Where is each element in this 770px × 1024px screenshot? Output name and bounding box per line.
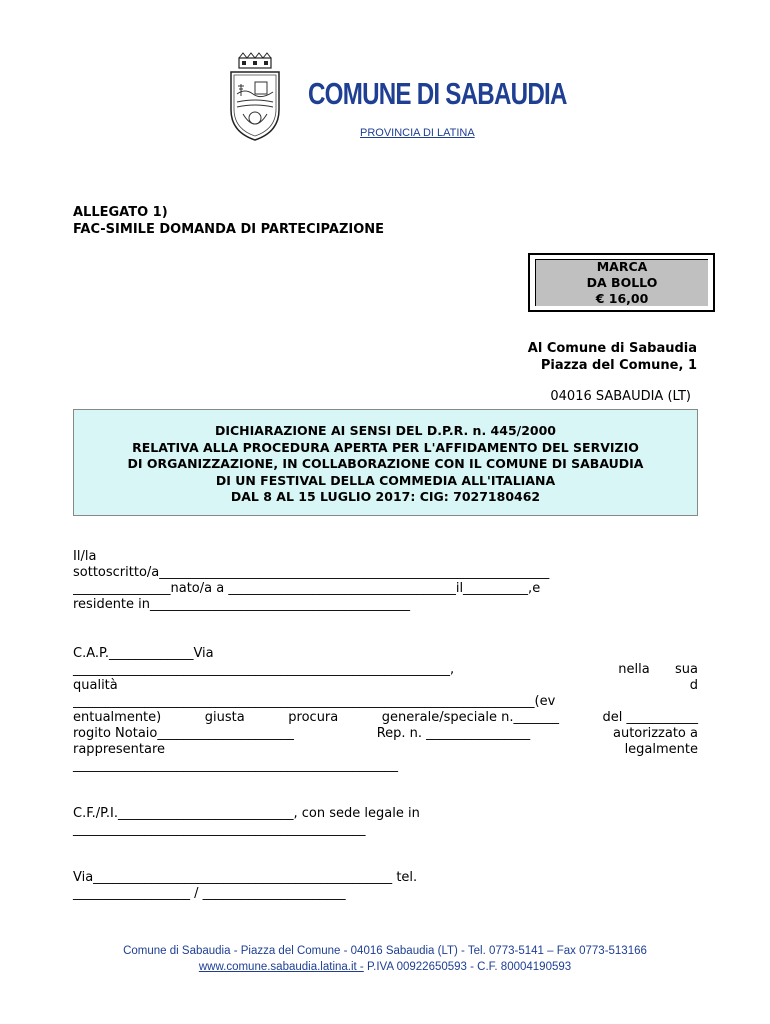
declaration-line-2: RELATIVA ALLA PROCEDURA APERTA PER L'AFFIDAMENTO DEL SERVIZIO xyxy=(132,439,639,455)
declaration-line-1: DICHIARAZIONE AI SENSI DEL D.P.R. n. 445/2000 xyxy=(214,423,557,439)
municipality-name: COMUNE DI SABAUDIA xyxy=(308,76,567,111)
form-field-via-blank[interactable]: __________________________________________________________, xyxy=(73,662,455,677)
form-word-qualita: qualità xyxy=(73,678,118,693)
footer-contacts: Comune di Sabaudia - Piazza del Comune - 04016 Sabaudia (LT) - Tel. 0773-5141 – Fax 0773-513166 xyxy=(123,945,647,957)
declaration-line-5: DAL 8 AL 15 LUGLIO 2017: CIG: 7027180462 xyxy=(230,489,541,505)
form-line-via-tel[interactable]: Via______________________________________________ tel. xyxy=(73,870,418,885)
form-line-rappresentare xyxy=(73,742,698,758)
form-word-procura: procura xyxy=(288,710,339,725)
municipality-crest-logo xyxy=(225,52,285,142)
form-word-eventualmente: entualmente) xyxy=(73,710,162,725)
form-field-procura-number[interactable]: generale/speciale n._______ xyxy=(381,710,559,725)
declaration-line-4: DI UN FESTIVAL DELLA COMMEDIA ALL'ITALIANA xyxy=(215,472,556,488)
form-word-rappresentare: rappresentare xyxy=(73,742,166,757)
form-line-nato[interactable]: _______________nato/a a ___________________________________il__________,e xyxy=(73,581,541,596)
footer-website-link[interactable]: www.comune.sabaudia.latina.it - xyxy=(198,961,364,973)
form-word-legalmente: legalmente xyxy=(624,742,698,757)
annex-title: ALLEGATO 1) xyxy=(73,205,168,220)
annex-subtitle: FAC-SIMILE DOMANDA DI PARTECIPAZIONE xyxy=(73,222,385,237)
form-line-cf-piva[interactable]: C.F./P.I.___________________________, con sede legale in xyxy=(73,806,420,821)
form-line-cap-via[interactable]: C.A.P._____________Via xyxy=(73,646,214,661)
recipient-line-1: Al Comune di Sabaudia xyxy=(527,341,697,356)
stamp-line-2: DA BOLLO xyxy=(586,275,658,290)
form-line-company-blank[interactable]: __________________________________________________ xyxy=(73,758,398,773)
recipient-line-3: 04016 SABAUDIA (LT) xyxy=(550,389,691,404)
form-line-procura xyxy=(73,710,698,726)
form-line-sottoscritto[interactable]: sottoscritto/a____________________________________________________________ xyxy=(73,565,550,580)
form-word-sua: sua xyxy=(675,662,698,677)
footer-line-2 xyxy=(0,961,770,973)
form-word-giusta: giusta xyxy=(204,710,245,725)
stamp-line-3: € 16,00 xyxy=(595,291,649,306)
form-line-qualita xyxy=(73,678,698,694)
recipient-line-2: Piazza del Comune, 1 xyxy=(540,358,697,373)
footer-tax-ids: P.IVA 00922650593 - C.F. 80004190593 xyxy=(363,961,572,973)
form-line-il-la: Il/la xyxy=(73,549,97,564)
form-line-nella-sua xyxy=(73,662,698,678)
stamp-line-1: MARCA xyxy=(596,259,648,274)
form-field-notary[interactable]: rogito Notaio_____________________ xyxy=(73,726,294,741)
form-word-autorizzato: autorizzato a xyxy=(613,726,698,741)
form-line-qualita-blank[interactable]: _______________________________________________________________________(ev xyxy=(73,694,556,709)
form-line-rogito xyxy=(73,726,698,742)
form-line-tel-blank[interactable]: __________________ / ______________________ xyxy=(73,886,346,901)
form-word-nella: nella xyxy=(618,662,650,677)
declaration-line-3: DI ORGANIZZAZIONE, IN COLLABORAZIONE CON IL COMUNE DI SABAUDIA xyxy=(127,456,644,472)
form-line-sede-blank[interactable]: _____________________________________________ xyxy=(73,822,366,837)
form-field-procura-date[interactable]: del ___________ xyxy=(602,710,698,725)
province-name: PROVINCIA DI LATINA xyxy=(360,127,475,139)
form-word-d: d xyxy=(689,678,698,693)
revenue-stamp-box xyxy=(528,253,715,312)
declaration-box xyxy=(73,409,698,516)
form-line-residente[interactable]: residente in________________________________________ xyxy=(73,597,411,612)
form-field-rep-number[interactable]: Rep. n. ________________ xyxy=(376,726,531,741)
